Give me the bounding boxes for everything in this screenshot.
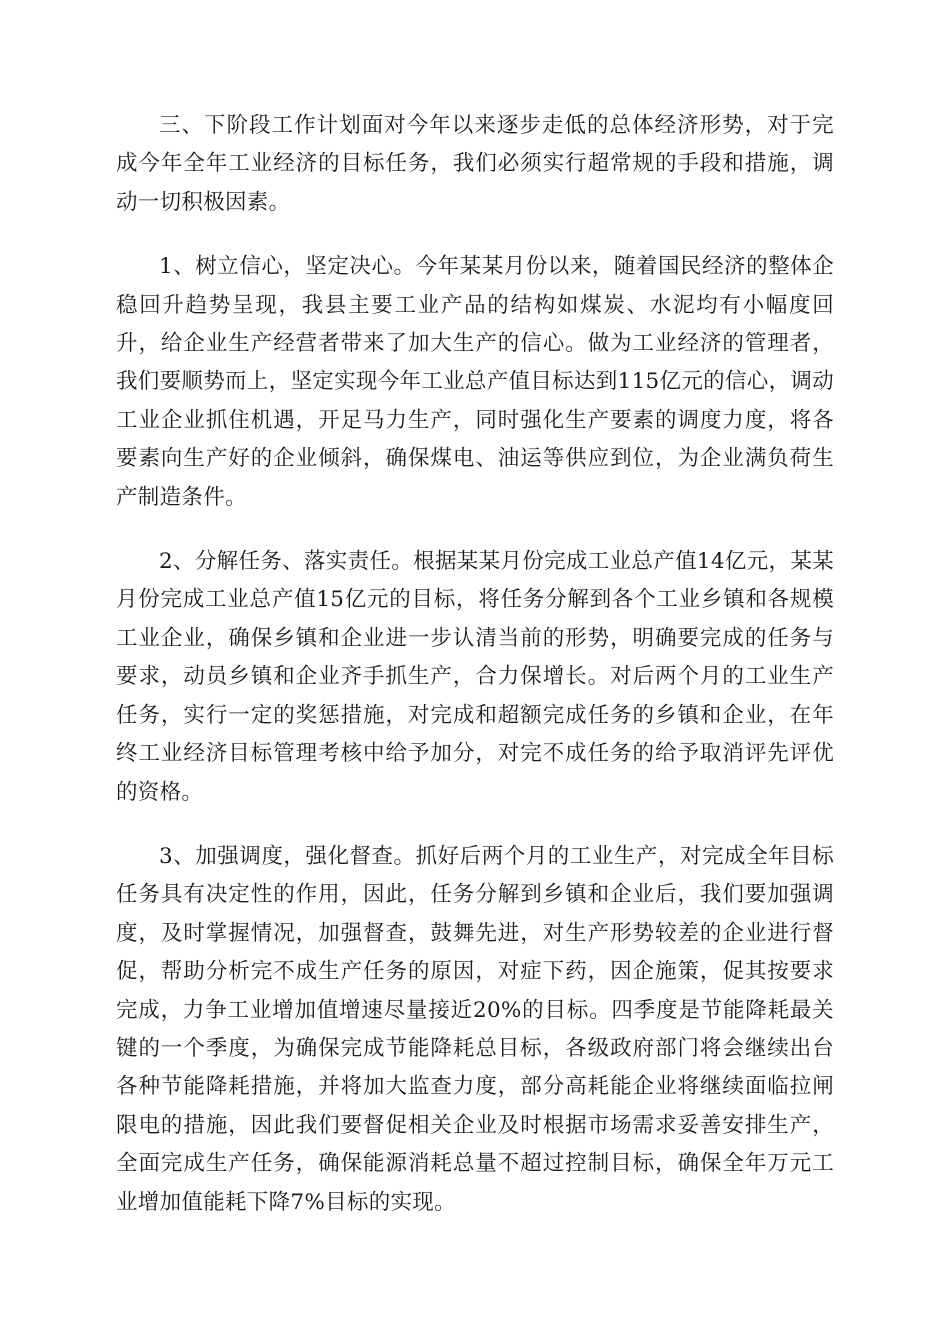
document-body (116, 107, 834, 1248)
paragraph-item-3-dispatch: 3、加强调度，强化督查。抓好后两个月的工业生产，对完成全年目标任务具有决定性的作用，因此，任务分解到乡镇和企业后，我们要加强调度，及时掌握情况，加强督查，鼓舞先进，对生产形势较差的企业进行督促，帮助分析完不成生产任务的原因，对症下药，因企施策，促其按要求完成，力争工业增加值增速尽量接近20%的目标。四季度是节能降耗最关键的一个季度，为确保完成节能降耗总目标，各级政府部门将会继续出台各种节能降耗措施，并将加大监查力度，部分高耗能企业将继续面临拉闸限电的措施，因此我们要督促相关企业及时根据市场需求妥善安排生产，全面完成生产任务，确保能源消耗总量不超过控制目标，确保全年万元工业增加值能耗下降7%目标的实现。 (116, 843, 834, 1215)
paragraph-section-three-intro: 三、下阶段工作计划面对今年以来逐步走低的总体经济形势，对于完成今年全年工业经济的目标任务，我们必须实行超常规的手段和措施，调动一切积极因素。 (116, 113, 834, 215)
paragraph-item-1-confidence: 1、树立信心，坚定决心。今年某某月份以来，随着国民经济的整体企稳回升趋势呈现，我县主要工业产品的结构如煤炭、水泥均有小幅度回升，给企业生产经营者带来了加大生产的信心。做为工业经济的管理者，我们要顺势而上，坚定实现今年工业总产值目标达到115亿元的信心，调动工业企业抓住机遇，开足马力生产，同时强化生产要素的调度力度，将各要素向生产好的企业倾斜，确保煤电、油运等供应到位，为企业满负荷生产制造条件。 (116, 254, 834, 510)
paragraph-item-2-tasks: 2、分解任务、落实责任。根据某某月份完成工业总产值14亿元，某某月份完成工业总产值15亿元的目标，将任务分解到各个工业乡镇和各规模工业企业，确保乡镇和企业进一步认清当前的形势，明确要完成的任务与要求，动员乡镇和企业齐手抓生产，合力保增长。对后两个月的工业生产任务，实行一定的奖惩措施，对完成和超额完成任务的乡镇和企业，在年终工业经济目标管理考核中给予加分，对完不成任务的给予取消评先评优的资格。 (116, 549, 834, 805)
